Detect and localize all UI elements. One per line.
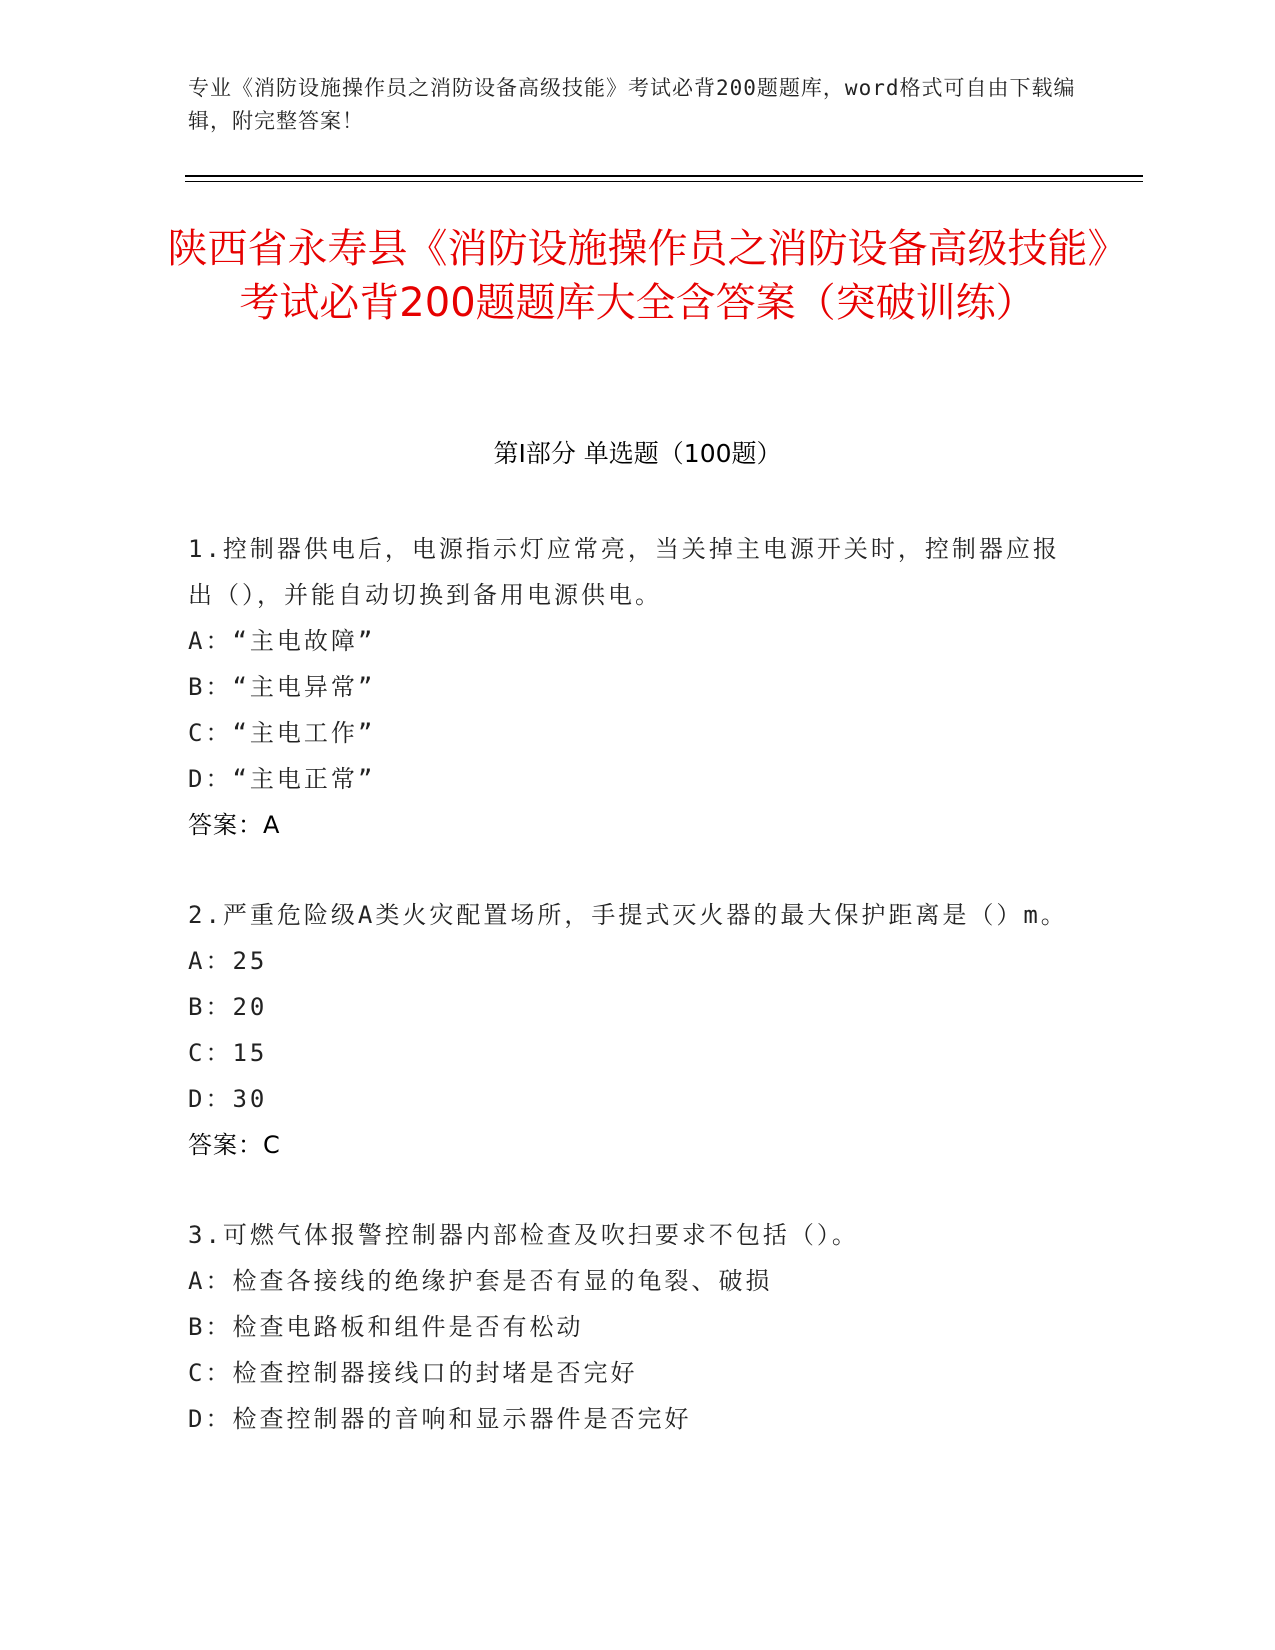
option-d: D：“主电正常” (188, 765, 376, 793)
question-2 (188, 892, 1068, 1168)
option-a: A：25 (188, 947, 268, 975)
option-b: B：检查电路板和组件是否有松动 (188, 1313, 584, 1341)
option-d: D：检查控制器的音响和显示器件是否完好 (188, 1405, 692, 1433)
section-heading: 第I部分 单选题（100题） (493, 439, 782, 468)
question-1 (188, 526, 1068, 848)
answer-line: 答案：C (188, 1131, 281, 1159)
option-d: D：30 (188, 1085, 268, 1113)
option-b: B：“主电异常” (188, 673, 376, 701)
option-b: B：20 (188, 993, 268, 1021)
question-3 (188, 1212, 1068, 1442)
question-stem: 3.可燃气体报警控制器内部检查及吹扫要求不包括（）。 (188, 1221, 859, 1249)
answer-line: 答案：A (188, 811, 281, 839)
header-note: 专业《消防设施操作员之消防设备高级技能》考试必背200题题库，word格式可自由下载编辑，附完整答案！ (188, 76, 1076, 133)
header-rule-thin (185, 181, 1143, 182)
document-title: 陕西省永寿县《消防设施操作员之消防设备高级技能》考试必背200题题库大全含答案（突破训练） (167, 226, 1108, 326)
option-a: A：检查各接线的绝缘护套是否有显的龟裂、破损 (188, 1267, 773, 1295)
option-a: A：“主电故障” (188, 627, 376, 655)
option-c: C：15 (188, 1039, 268, 1067)
question-stem: 2.严重危险级A类火灾配置场所，手提式灭火器的最大保护距离是（）m。 (188, 901, 1068, 929)
option-c: C：检查控制器接线口的封堵是否完好 (188, 1359, 638, 1387)
question-stem: 1.控制器供电后，电源指示灯应常亮，当关掉主电源开关时，控制器应报出（），并能自动切换到备用电源供电。 (188, 535, 1060, 609)
option-c: C：“主电工作” (188, 719, 376, 747)
question-list (188, 526, 1068, 1486)
header-rule-thick (185, 175, 1143, 177)
